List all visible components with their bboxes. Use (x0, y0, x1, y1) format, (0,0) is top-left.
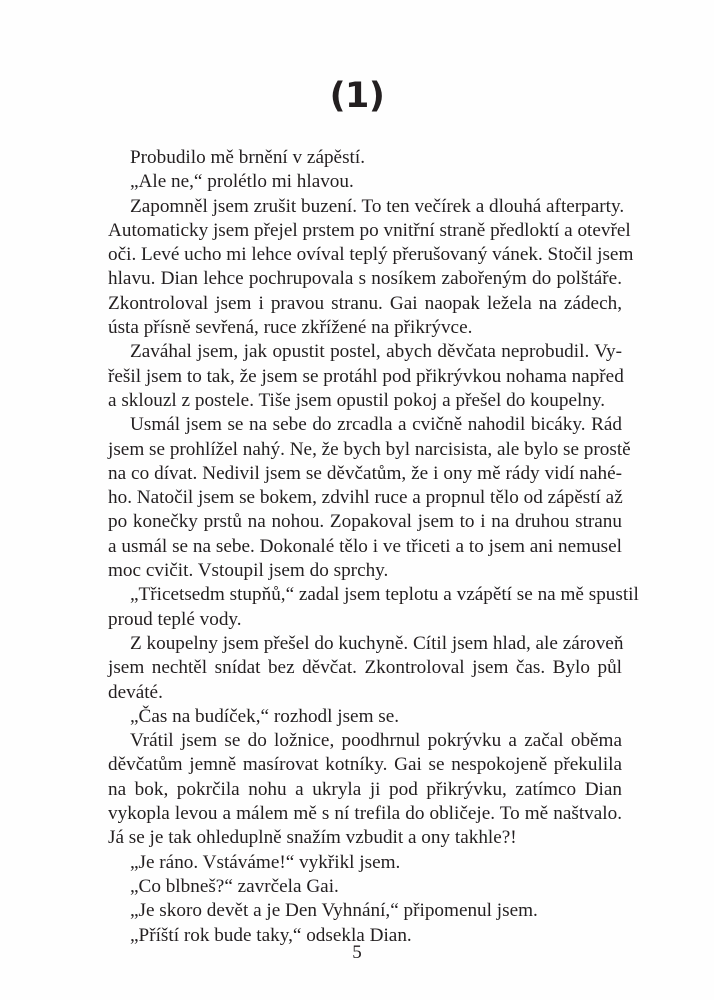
text-line: řešil jsem to tak, že jsem se protáhl pod přikrývkou nohama napřed (108, 365, 624, 387)
paragraph-first-line: „Příští rok bude taky,“ odsekla Dian. (130, 924, 412, 946)
text-line: proud teplé vody. (108, 608, 242, 630)
chapter-body-text (108, 146, 639, 948)
text-line: moc cvičit. Vstoupil jsem do sprchy. (108, 560, 389, 582)
text-line: oči. Levé ucho mi lehce ovíval teplý přerušovaný vánek. Stočil jsem (108, 244, 634, 266)
page-number: 5 (352, 942, 362, 963)
text-line: Já se je tak ohleduplně snažím vzbudit a ony takhle?! (108, 827, 517, 849)
text-line: na bok, pokrčila nohu a ukryla ji pod přikrývku, zatímco Dian (108, 778, 622, 800)
text-line: ho. Natočil jsem se bokem, zdvihl ruce a propnul tělo od zápěstí až (108, 487, 623, 509)
text-line: jsem se prohlížel nahý. Ne, že bych byl narcisista, ale bylo se prostě (108, 438, 631, 460)
paragraph-first-line: Usmál jsem se na sebe do zrcadla a cvičně nahodil bicáky. Rád (130, 414, 622, 436)
text-line: děvčatům jemně masírovat kotníky. Gai se nespokojeně překulila (108, 754, 622, 776)
paragraph-first-line: Z koupelny jsem přešel do kuchyně. Cítil jsem hlad, ale zároveň (130, 632, 624, 654)
text-line: jsem nechtěl snídat bez děvčat. Zkontroloval jsem čas. Bylo půl (108, 657, 622, 679)
paragraph-first-line: Zapomněl jsem zrušit buzení. To ten večírek a dlouhá afterparty. (130, 195, 625, 217)
text-line: na co dívat. Nedivil jsem se děvčatům, že i ony mě rády vidí nahé- (108, 462, 622, 484)
paragraph-first-line: „Je ráno. Vstáváme!“ vykřikl jsem. (130, 851, 401, 873)
text-line: po konečky prstů na nohou. Zopakoval jsem to i na druhou stranu (108, 511, 622, 533)
paragraph-first-line: „Čas na budíček,“ rozhodl jsem se. (130, 705, 400, 727)
text-line: vykopla levou a málem mě s ní trefila do obličeje. To mě naštvalo. (108, 803, 622, 825)
text-line: a sklouzl z postele. Tiše jsem opustil pokoj a přešel do koupelny. (108, 389, 606, 411)
text-line: deváté. (108, 681, 163, 703)
text-line: a usmál se na sebe. Dokonalé tělo i ve třiceti a to jsem ani nemusel (108, 535, 622, 557)
paragraph-first-line: Zaváhal jsem, jak opustit postel, abych děvčata neprobudil. Vy- (130, 341, 622, 363)
chapter-title: (1) (329, 76, 385, 116)
paragraph-first-line: „Ale ne,“ prolétlo mi hlavou. (130, 171, 354, 193)
paragraph-first-line: Vrátil jsem se do ložnice, poodhrnul pokrývku a začal oběma (130, 730, 622, 752)
text-line: hlavu. Dian lehce pochrupovala s nosíkem zabořeným do polštáře. (108, 268, 622, 290)
text-line: ústa přísně sevřená, ruce zkřížené na přikrývce. (108, 317, 473, 339)
paragraph-first-line: „Třicetsedm stupňů,“ zadal jsem teplotu a vzápětí se na mě spustil (130, 584, 639, 606)
text-line: Automaticky jsem přejel prstem po vnitřní straně předloktí a otevřel (108, 219, 631, 241)
paragraph-first-line: „Co blbneš?“ zavrčela Gai. (130, 875, 339, 897)
text-line: Zkontroloval jsem i pravou stranu. Gai naopak ležela na zádech, (108, 292, 622, 314)
paragraph-first-line: Probudilo mě brnění v zápěstí. (130, 147, 366, 168)
paragraph-first-line: „Je skoro devět a je Den Vyhnání,“ připomenul jsem. (130, 900, 538, 922)
